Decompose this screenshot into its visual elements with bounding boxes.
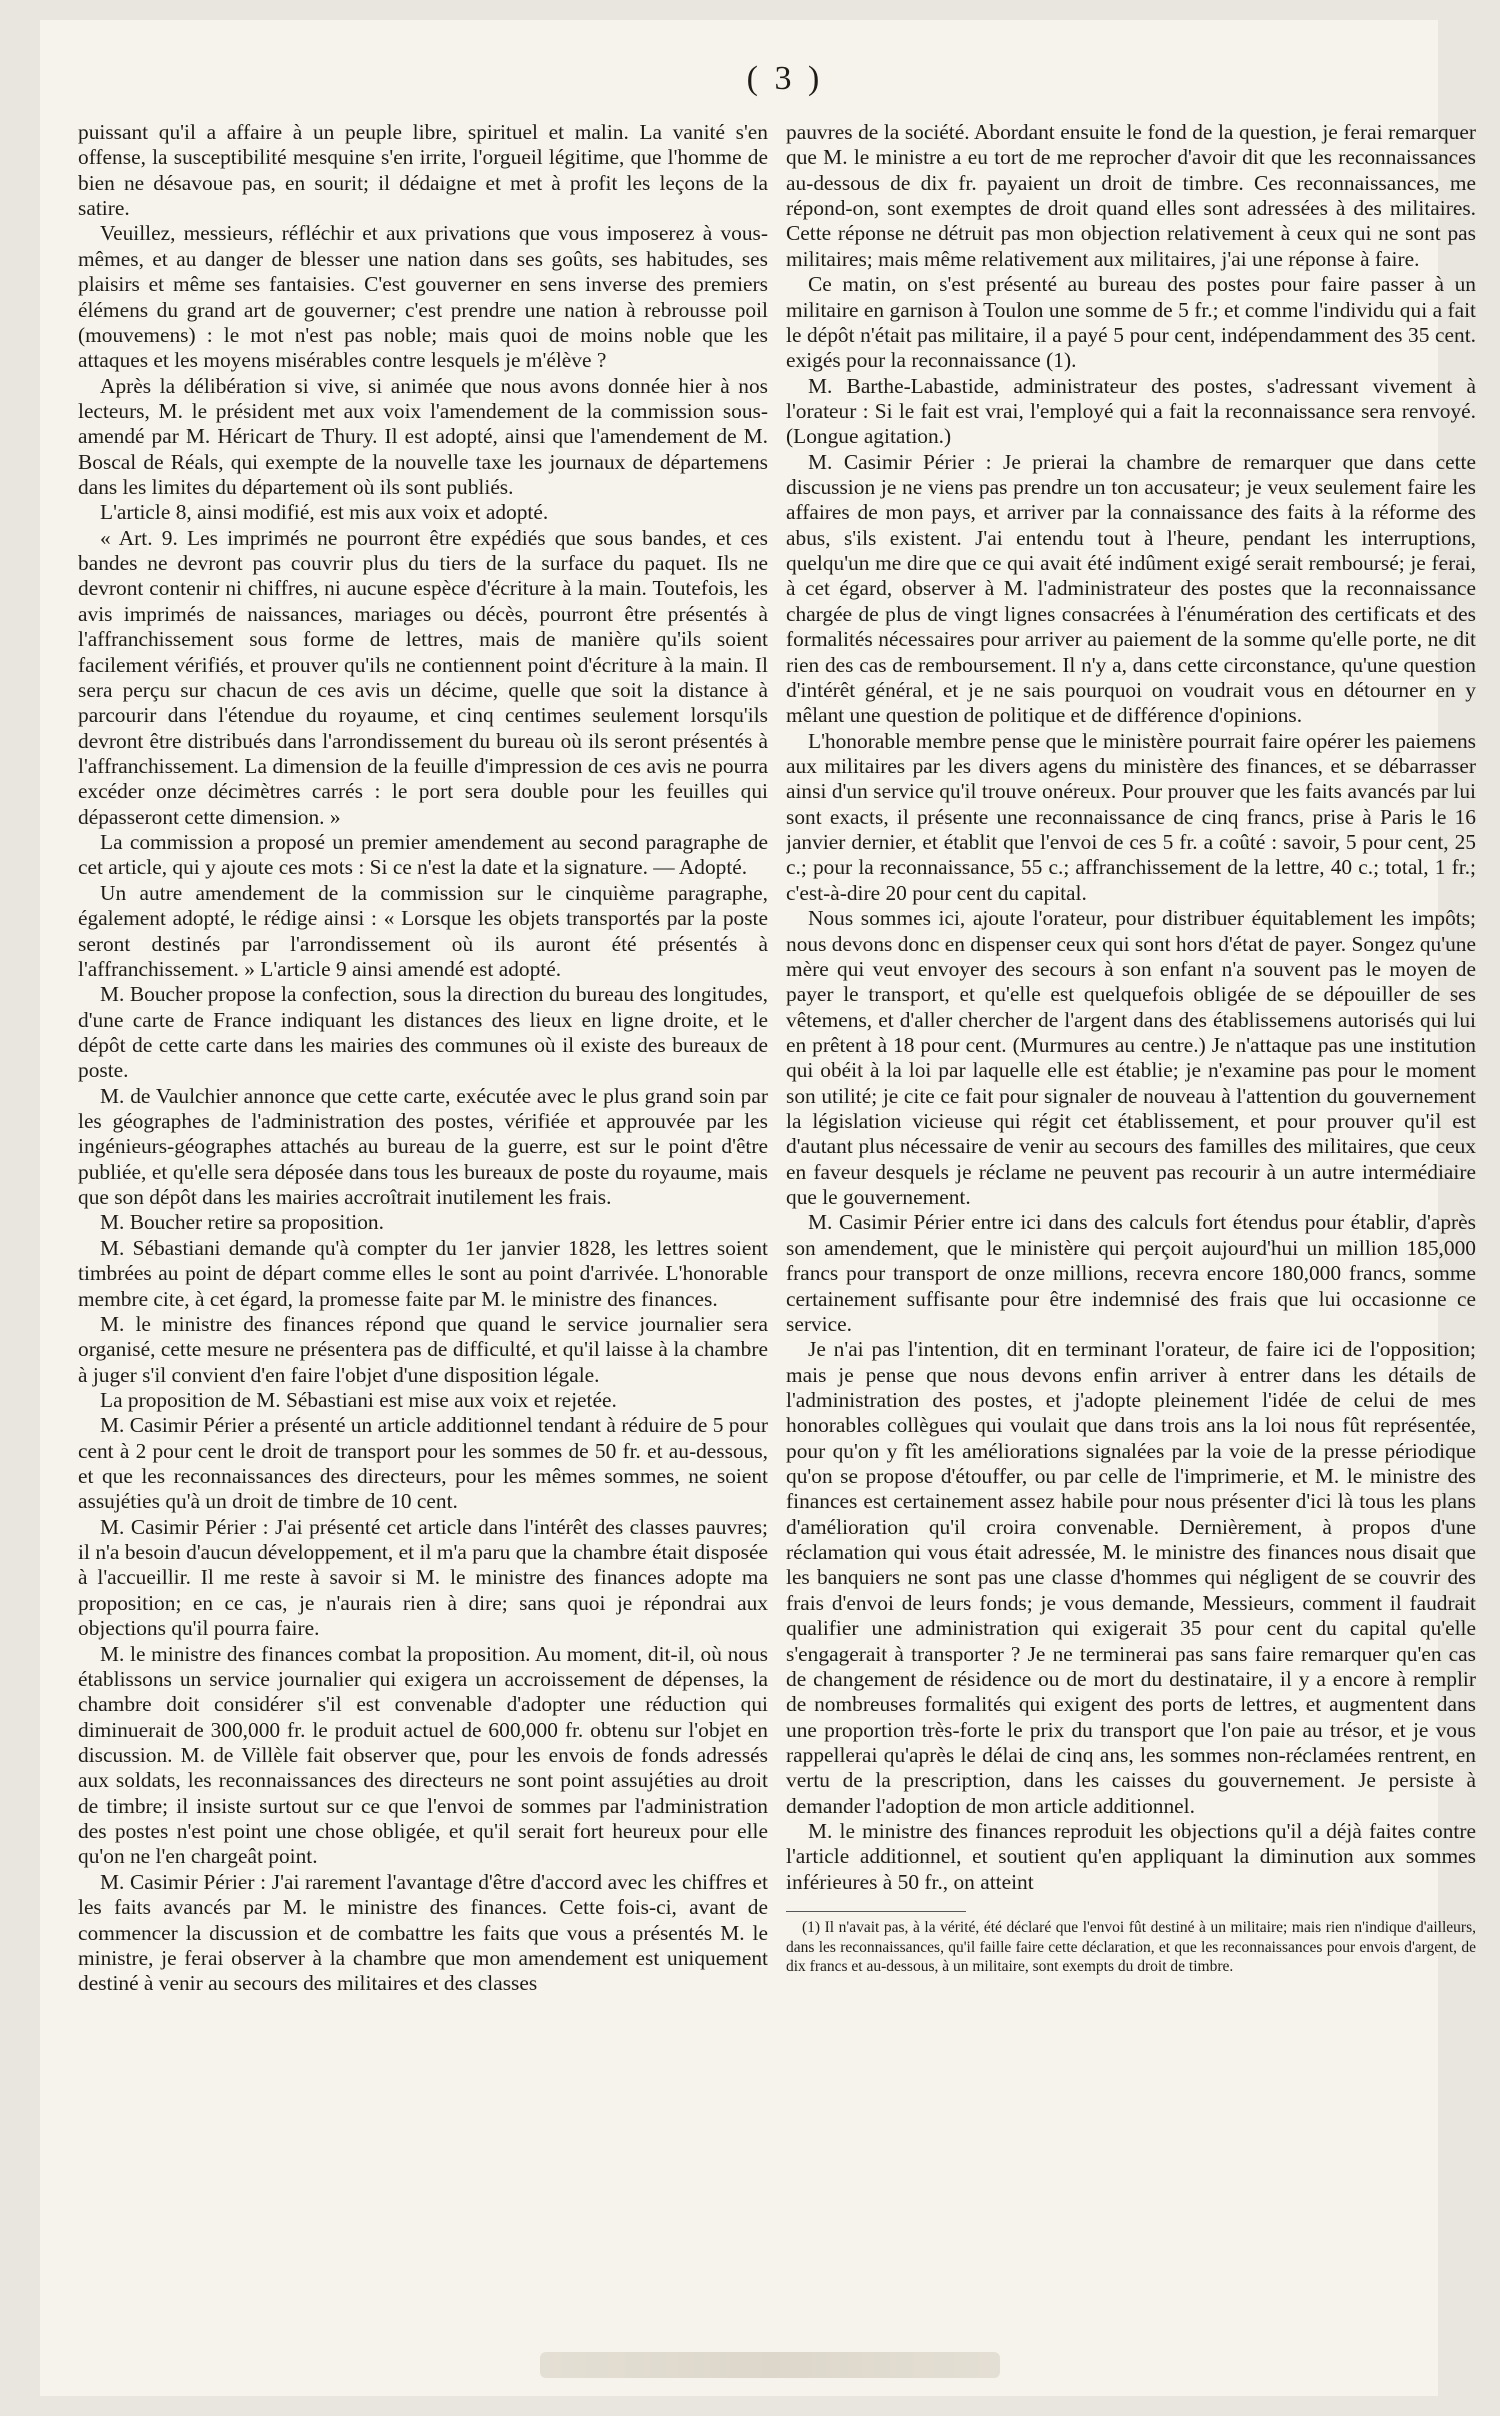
footnote: (1) Il n'avait pas, à la vérité, été déclaré que l'envoi fût destiné à un militaire; mais rien n'indique d'ailleurs, dans les reconnaissances, qu'il faille faire cette déclaration, et que les reconnaissances pour envois d'argent, de dix francs et au-dessous, à un militaire, sont exempts du droit de timbre.	[786, 1919, 1476, 1975]
footnote-rule	[786, 1911, 966, 1912]
right-column-paragraph: M. Barthe-Labastide, administrateur des postes, s'adressant vivement à l'orateur : Si le fait est vrai, l'employé qui a fait la reconnaissance sera renvoyé. (Longue agitation.)	[786, 373, 1476, 449]
left-column-paragraph: M. Sébastiani demande qu'à compter du 1er janvier 1828, les lettres soient timbrées au point de départ comme elles le sont au point d'arrivée. L'honorable membre cite, à cet égard, la promesse faite par M. le ministre des finances.	[78, 1235, 768, 1311]
right-column-paragraph: Ce matin, on s'est présenté au bureau des postes pour faire passer à un militaire en garnison à Toulon une somme de 5 fr.; et comme l'individu qui a fait le dépôt n'était pas militaire, il a payé 5 pour cent, indépendamment des 35 cent. exigés pour la reconnaissance (1).	[786, 272, 1476, 373]
left-column-paragraph: La commission a proposé un premier amendement au second paragraphe de cet article, qui y ajoute ces mots : Si ce n'est la date et la signature. — Adopté.	[78, 830, 768, 880]
left-column-paragraph: « Art. 9. Les imprimés ne pourront être expédiés que sous bandes, et ces bandes ne devront pas couvrir plus du tiers de la surface du paquet. Ils ne devront contenir ni chiffres, ni aucune espèce d'écriture à la main. Toutefois, les avis imprimés de naissances, mariages ou décès, pourront être présentés à l'affranchissement sous forme de lettres, mais de manière qu'ils soient facilement vérifiés, et prouver qu'ils ne contiennent point d'écriture à la main. Il sera perçu sur chacun de ces avis un décime, quelle que soit la distance à parcourir dans l'étendue du royaume, et cinq centimes seulement lorsqu'ils devront être distribués dans l'arrondissement du bureau où ils seront présentés à l'affranchissement. La dimension de la feuille d'impression de ces avis ne pourra excéder onze décimètres carrés : le port sera double pour les feuilles qui dépasseront cette dimension. »	[78, 525, 768, 829]
left-column-paragraph: M. Boucher propose la confection, sous la direction du bureau des longitudes, d'une carte de France indiquant les distances des lieux en ligne droite, et le dépôt de cette carte dans les mairies des communes où il existe des bureaux de poste.	[78, 982, 768, 1083]
left-column-paragraph: M. de Vaulchier annonce que cette carte, exécutée avec le plus grand soin par les géographes de l'administration des postes, vérifiée et approuvée par les ingénieurs-géographes attachés au bureau de la guerre, est sur le point d'être publiée, et qu'elle sera déposée dans tous les bureaux de poste du royaume, mais que son dépôt dans les mairies accroîtrait inutilement les frais.	[78, 1083, 768, 1210]
left-column-paragraph: M. le ministre des finances répond que quand le service journalier sera organisé, cette mesure ne présentera pas de difficulté, et qu'il laisse à la chambre à juger s'il convient d'en faire l'objet d'une disposition légale.	[78, 1311, 768, 1387]
right-column-paragraph: Je n'ai pas l'intention, dit en terminant l'orateur, de faire ici de l'opposition; mais je pense que nous devons enfin arriver à entrer dans les détails de l'administration des postes, et j'adopte pleinement l'idée de celui de mes honorables collègues qui voulait que dans trois ans la loi nous fût représentée, pour qu'on y fît les améliorations signalées par la voie de la presse périodique qu'on se propose d'étouffer, ou par celle de l'imprimerie, et M. le ministre des finances est certainement assez habile pour nous présenter d'ici là tous les plans d'amélioration qu'il croira convenable. Dernièrement, à propos d'une réclamation qui vous était adressée, M. le ministre des finances nous disait que les banquiers ne sont pas une classe d'hommes qui négligent de se couvrir des frais d'envoi de leurs fonds; je vous demande, Messieurs, comment il faudrait qualifier une administration qui exigerait 35 pour cent du capital qu'elle s'engagerait à transporter ? Je ne terminerai pas sans faire remarquer qu'en cas de changement de résidence ou de mort du destinataire, il y a encore à remplir de nombreuses formalités qui exigent des ports de lettres, et augmentent dans une proportion très-forte le prix du transport que l'on paie au trésor, et je vous rappellerai qu'après le délai de cinq ans, les sommes non-réclamées rentrent, en vertu de la prescription, dans les caisses du gouvernement. Je persiste à demander l'adoption de mon article additionnel.	[786, 1337, 1476, 1818]
text-column-left	[78, 120, 768, 2335]
left-column-paragraph: Après la délibération si vive, si animée que nous avons donnée hier à nos lecteurs, M. le président met aux voix l'amendement de la commission sous-amendé par M. Héricart de Thury. Il est adopté, ainsi que l'amendement de M. Boscal de Réals, qui exempte de la nouvelle taxe les journaux de départemens dans les limites du département où ils sont publiés.	[78, 373, 768, 500]
left-column-paragraph: puissant qu'il a affaire à un peuple libre, spirituel et malin. La vanité s'en offense, la susceptibilité mesquine s'en irrite, l'orgueil légitime, que l'homme de bien ne désavoue pas, en sourit; il dédaigne et met à profit les leçons de la satire.	[78, 120, 768, 221]
right-column-paragraph: M. Casimir Périer : Je prierai la chambre de remarquer que dans cette discussion je ne viens pas prendre un ton accusateur; je veux seulement faire les affaires de mon pays, et arriver par la connaissance des faits à la réforme des abus, s'ils existent. J'ai entendu tout à l'heure, pendant les interruptions, quelqu'un me dire que ce qui avait été indûment exigé serait remboursé; je ferai, à cet égard, observer à M. l'administrateur des postes que la reconnaissance chargée de plus de vingt lignes consacrées à l'énumération des certificats et des formalités nécessaires pour arriver au paiement de la somme qu'elle porte, ne dit rien des cas de remboursement. Il n'y a, dans cette circonstance, qu'une question d'intérêt général, et je ne sais pourquoi on voudrait vous en détourner en y mêlant une question de politique et de différence d'opinions.	[786, 449, 1476, 728]
left-column-paragraph: Veuillez, messieurs, réfléchir et aux privations que vous imposerez à vous-mêmes, et au danger de blesser une nation dans ses goûts, ses habitudes, ses plaisirs et même ses fantaisies. C'est gouverner en sens inverse des premiers élémens du grand art de gouverner; c'est prendre une nation à rebrousse poil (mouvemens) : le mot n'est pas noble; mais quoi de moins noble que les attaques et les moyens misérables contre lesquels je m'élève ?	[78, 221, 768, 373]
newspaper-page	[40, 20, 1476, 2396]
left-column-paragraph: Un autre amendement de la commission sur le cinquième paragraphe, également adopté, le rédige ainsi : « Lorsque les objets transportés par la poste seront destinés par l'arrondissement où ils auront été présentés à l'affranchissement. » L'article 9 ainsi amendé est adopté.	[78, 880, 768, 981]
right-column-paragraph: M. le ministre des finances reproduit les objections qu'il a déjà faites contre l'article additionnel, et soutient qu'en appliquant la diminution aux sommes inférieures à 50 fr., on atteint	[786, 1819, 1476, 1894]
left-column-paragraph: M. le ministre des finances combat la proposition. Au moment, dit-il, où nous établissons un service journalier qui exigera un accroissement de dépenses, la chambre doit considérer s'il est convenable d'adopter une réduction qui diminuerait de 300,000 fr. le produit actuel de 600,000 fr. obtenu sur l'objet en discussion. M. de Villèle fait observer que, pour les envois de fonds adressés aux soldats, les reconnaissances des directeurs ne sont point assujéties au droit de timbre; il insiste surtout sur ce que l'envoi de sommes par l'administration des postes n'est point une chose obligée, et qu'il serait fort heureux pour elle qu'on ne l'en chargeât point.	[78, 1641, 768, 1869]
left-column-paragraph: L'article 8, ainsi modifié, est mis aux voix et adopté.	[100, 500, 549, 525]
right-column-paragraph: L'honorable membre pense que le ministère pourrait faire opérer les paiemens aux militaires par les divers agens du ministère des finances, et se débarrasser ainsi d'un service qu'il trouve onéreux. Pour prouver que les faits avancés par lui sont exacts, il présente une reconnaissance de cinq francs, prise à Paris le 16 janvier dernier, et établit que l'envoi de ces 5 fr. a coûté : savoir, 5 pour cent, 25 c.; pour la reconnaissance, 55 c.; affranchissement de la lettre, 40 c.; total, 1 fr.; c'est-à-dire 20 pour cent du capital.	[786, 728, 1476, 905]
right-column-paragraph: M. Casimir Périer entre ici dans des calculs fort étendus pour établir, d'après son amendement, que le ministère qui perçoit aujourd'hui un million 185,000 francs pour transport de onze millions, recevra encore 180,000 francs, somme certainement suffisante pour être indemnisé des frais que lui occasionne ce service.	[786, 1210, 1476, 1336]
right-column-paragraph: pauvres de la société. Abordant ensuite le fond de la question, je ferai remarquer que M. le ministre a eu tort de me reprocher d'avoir dit que les reconnaissances au-dessous de dix fr. payaient un droit de timbre. Ces reconnaissances, me répond-on, sont exemptes de droit quand elles sont adressées à des militaires. Cette réponse ne détruit pas mon objection relativement à ceux qui ne sont pas militaires; mais même relativement aux militaires, j'ai une réponse à faire.	[786, 120, 1476, 271]
left-column-paragraph: M. Boucher retire sa proposition.	[100, 1210, 384, 1235]
text-column-right	[786, 120, 1476, 2335]
left-column-paragraph: M. Casimir Périer a présenté un article additionnel tendant à réduire de 5 pour cent à 2 pour cent le droit de transport pour les sommes de 50 fr. et au-dessous, et que les reconnaissances des directeurs, pour les mêmes sommes, ne soient assujéties qu'à un droit de timbre de 10 cent.	[78, 1413, 768, 1514]
left-column-paragraph: La proposition de M. Sébastiani est mise aux voix et rejetée.	[100, 1387, 617, 1412]
right-column-paragraph: Nous sommes ici, ajoute l'orateur, pour distribuer équitablement les impôts; nous devons donc en dispenser ceux qui sont hors d'état de payer. Songez qu'une mère qui veut envoyer des secours à son enfant n'a souvent pas le moyen de payer le transport, et qu'elle est quelquefois obligée de se dépouiller de ses vêtemens, et d'aller chercher de l'argent dans des établissemens autorisés qui lui en prêtent à 18 pour cent. (Murmures au centre.) Je n'attaque pas une institution qui obéit à la loi par laquelle elle est établie; je n'examine pas pour le moment son utilité; je cite ce fait pour signaler de nouveau à l'attention du gouvernement la législation vicieuse qui régit cet établissement, et pour prouver qu'il est d'autant plus nécessaire de venir au secours des familles des militaires, que ceux en faveur desquels je réclame ne peuvent pas recourir à un autre intermédiaire que le gouvernement.	[786, 906, 1476, 1210]
left-column-paragraph: M. Casimir Périer : J'ai rarement l'avantage d'être d'accord avec les chiffres et les faits avancés par M. le ministre des finances. Cette fois-ci, avant de commencer la discussion et de combattre les faits que vous a présentés M. le ministre, je ferai observer à la chambre que mon amendement est uniquement destiné à venir au secours des militaires et des classes	[78, 1869, 768, 1996]
page-number: ( 3 )	[746, 60, 824, 97]
left-column-paragraph: M. Casimir Périer : J'ai présenté cet article dans l'intérêt des classes pauvres; il n'a besoin d'aucun développement, et il m'a paru que la chambre était disposée à l'accueillir. Il me reste à savoir si M. le ministre des finances adopte ma proposition; en ce cas, je n'aurais rien à dire; sans quoi je répondrai aux objections qu'il pourra faire.	[78, 1514, 768, 1641]
scan-blur-mark	[540, 2352, 1000, 2378]
